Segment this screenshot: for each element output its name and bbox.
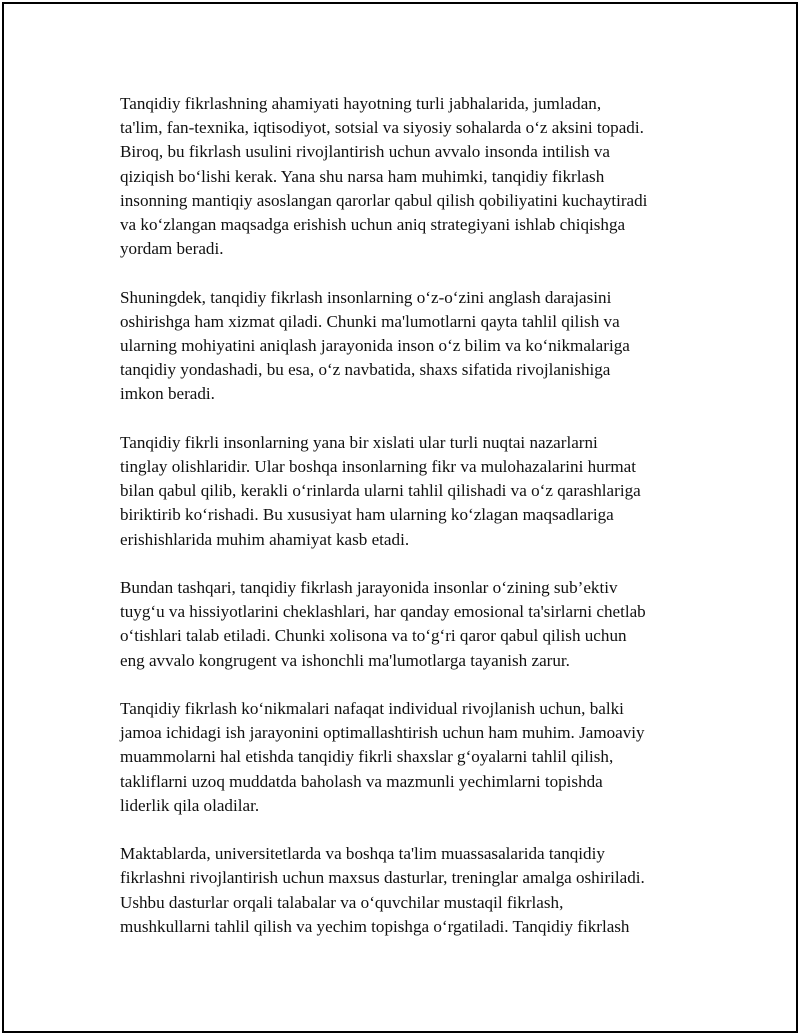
- text-line: tinglay olishlaridir. Ular boshqa insonlarning fikr va mulohazalarini hurmat: [120, 457, 637, 477]
- text-line: va ko‘zlangan maqsadga erishish uchun aniq strategiyani ishlab chiqishga: [120, 215, 626, 235]
- document-page: [2, 2, 798, 1033]
- text-line: eng avvalo kongrugent va ishonchli ma'lumotlarga tayanish zarur.: [120, 650, 570, 670]
- text-line: fikrlashni rivojlantirish uchun maxsus dasturlar, treninglar amalga oshiriladi.: [120, 868, 645, 888]
- text-line: mushkullarni tahlil qilish va yechim topishga o‘rgatiladi. Tanqidiy fikrlash: [120, 916, 630, 936]
- text-line: takliflarni uzoq muddatda baholash va mazmunli yechimlarni topishda: [120, 771, 603, 791]
- text-line: tanqidiy yondashadi, bu esa, o‘z navbatida, shaxs sifatida rivojlanishiga: [120, 360, 611, 380]
- paragraph-6: [120, 842, 700, 939]
- paragraph-5: [120, 697, 700, 818]
- paragraph-2: [120, 286, 700, 407]
- text-line: oshirishga ham xizmat qiladi. Chunki ma'lumotlarni qayta tahlil qilish va: [120, 311, 620, 331]
- paragraph-4: [120, 576, 700, 673]
- text-line: yordam beradi.: [120, 239, 224, 259]
- paragraph-3: [120, 431, 700, 552]
- paragraph-1: [120, 92, 700, 261]
- text-line: Tanqidiy fikrlashning ahamiyati hayotning turli jabhalarida, jumladan,: [120, 94, 602, 113]
- text-line: Bundan tashqari, tanqidiy fikrlash jarayonida insonlar o‘zining sub’ektiv: [120, 578, 618, 598]
- text-line: bilan qabul qilib, kerakli o‘rinlarda ularni tahlil qilishadi va o‘z qarashlariga: [120, 481, 641, 501]
- text-line: jamoa ichidagi ish jarayonini optimallashtirish uchun ham muhim. Jamoaviy: [120, 723, 645, 743]
- text-line: qiziqish bo‘lishi kerak. Yana shu narsa ham muhimki, tanqidiy fikrlash: [120, 166, 605, 186]
- text-line: Biroq, bu fikrlash usulini rivojlantirish uchun avvalo insonda intilish va: [120, 142, 610, 162]
- text-line: muammolarni hal etishda tanqidiy fikrli shaxslar g‘oyalarni tahlil qilish,: [120, 747, 614, 767]
- text-line: ularning mohiyatini aniqlash jarayonida inson o‘z bilim va ko‘nikmalariga: [120, 336, 630, 356]
- text-line: Tanqidiy fikrli insonlarning yana bir xislati ular turli nuqtai nazarlarni: [120, 432, 598, 452]
- text-line: tuyg‘u va hissiyotlarini cheklashlari, har qanday emosional ta'sirlarni chetlab: [120, 602, 646, 622]
- text-line: imkon beradi.: [120, 384, 215, 404]
- text-line: Ushbu dasturlar orqali talabalar va o‘quvchilar mustaqil fikrlash,: [120, 892, 564, 912]
- text-line: o‘tishlari talab etiladi. Chunki xolisona va to‘g‘ri qaror qabul qilish uchun: [120, 626, 627, 646]
- text-line: biriktirib ko‘rishadi. Bu xususiyat ham ularning ko‘zlagan maqsadlariga: [120, 505, 614, 525]
- document-body: [120, 92, 700, 963]
- text-line: Tanqidiy fikrlash ko‘nikmalari nafaqat individual rivojlanish uchun, balki: [120, 699, 624, 719]
- text-line: Maktablarda, universitetlarda va boshqa ta'lim muassasalarida tanqidiy: [120, 844, 605, 864]
- text-line: Shuningdek, tanqidiy fikrlash insonlarning o‘z-o‘zini anglash darajasini: [120, 287, 612, 307]
- text-line: insonning mantiqiy asoslangan qarorlar qabul qilish qobiliyatini kuchaytiradi: [120, 190, 648, 210]
- text-line: liderlik qila oladilar.: [120, 795, 260, 815]
- text-line: ta'lim, fan-texnika, iqtisodiyot, sotsial va siyosiy sohalarda o‘z aksini topadi.: [120, 118, 644, 138]
- text-line: erishishlarida muhim ahamiyat kasb etadi.: [120, 529, 410, 549]
